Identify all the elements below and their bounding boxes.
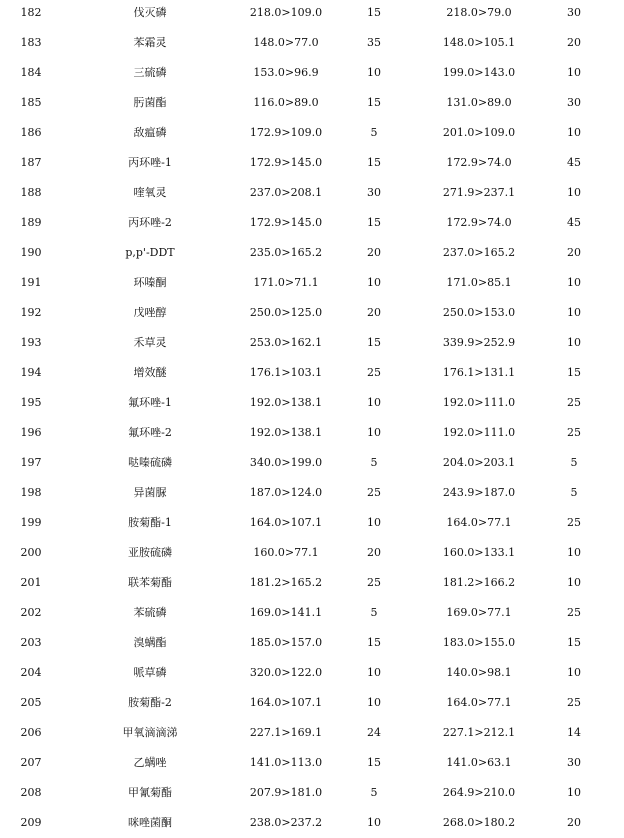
quant-ion-transition: 192.0>138.1: [249, 426, 323, 439]
qual-collision-energy: 25: [567, 396, 581, 409]
quant-collision-energy: 15: [367, 156, 381, 169]
qual-collision-energy: 45: [567, 216, 581, 229]
qual-ion-transition: 140.0>98.1: [446, 666, 512, 679]
quant-collision-energy: 20: [367, 546, 381, 559]
quant-ion-transition: 192.0>138.1: [249, 396, 323, 409]
quant-ion-transition: 207.9>181.0: [249, 786, 323, 799]
quant-ion-transition: 160.0>77.1: [253, 546, 319, 559]
compound-name: 哒嗪硫磷: [128, 456, 172, 469]
qual-ion-transition: 141.0>63.1: [446, 756, 512, 769]
qual-ion-transition: 172.9>74.0: [446, 216, 512, 229]
qual-ion-transition: 164.0>77.1: [446, 696, 512, 709]
compound-name: p,p'-DDT: [125, 246, 175, 259]
row-number: 207: [20, 756, 42, 769]
table-row: [0, 808, 624, 838]
quant-collision-energy: 5: [370, 606, 378, 619]
quant-collision-energy: 10: [367, 666, 381, 679]
table-row: [0, 358, 624, 388]
qual-collision-energy: 25: [567, 696, 581, 709]
qual-collision-energy: 14: [567, 726, 581, 739]
qual-ion-transition: 169.0>77.1: [446, 606, 512, 619]
quant-ion-transition: 116.0>89.0: [253, 96, 319, 109]
qual-collision-energy: 45: [567, 156, 581, 169]
quant-collision-energy: 25: [367, 366, 381, 379]
compound-name: 异菌脲: [133, 486, 167, 499]
row-number: 209: [20, 816, 42, 829]
quant-ion-transition: 320.0>122.0: [249, 666, 323, 679]
compound-name: 咪唑菌酮: [128, 816, 172, 829]
qual-collision-energy: 10: [567, 666, 581, 679]
qual-ion-transition: 201.0>109.0: [442, 126, 516, 139]
qual-ion-transition: 237.0>165.2: [442, 246, 516, 259]
table-row: [0, 388, 624, 418]
qual-collision-energy: 25: [567, 426, 581, 439]
quant-ion-transition: 141.0>113.0: [249, 756, 323, 769]
compound-name: 溴螨酯: [133, 636, 167, 649]
qual-collision-energy: 25: [567, 516, 581, 529]
row-number: 206: [20, 726, 42, 739]
quant-ion-transition: 235.0>165.2: [249, 246, 323, 259]
quant-ion-transition: 164.0>107.1: [249, 516, 323, 529]
compound-name: 丙环唑-1: [128, 156, 172, 169]
table-row: [0, 298, 624, 328]
quant-ion-transition: 185.0>157.0: [249, 636, 323, 649]
qual-ion-transition: 218.0>79.0: [446, 6, 512, 19]
quant-ion-transition: 164.0>107.1: [249, 696, 323, 709]
qual-ion-transition: 271.9>237.1: [442, 186, 516, 199]
quant-collision-energy: 15: [367, 96, 381, 109]
qual-collision-energy: 10: [567, 546, 581, 559]
quant-ion-transition: 172.9>145.0: [249, 156, 323, 169]
table-row: [0, 178, 624, 208]
quant-ion-transition: 237.0>208.1: [249, 186, 323, 199]
quant-ion-transition: 172.9>145.0: [249, 216, 323, 229]
compound-name: 氟环唑-1: [128, 396, 172, 409]
qual-ion-transition: 160.0>133.1: [442, 546, 516, 559]
compound-name: 增效醚: [133, 366, 167, 379]
compound-name: 环嗪酮: [133, 276, 167, 289]
qual-collision-energy: 15: [567, 636, 581, 649]
quant-collision-energy: 5: [370, 786, 378, 799]
quant-collision-energy: 15: [367, 636, 381, 649]
qual-ion-transition: 131.0>89.0: [446, 96, 512, 109]
table-row: [0, 418, 624, 448]
quant-collision-energy: 25: [367, 486, 381, 499]
quant-collision-energy: 15: [367, 6, 381, 19]
quant-ion-transition: 172.9>109.0: [249, 126, 323, 139]
table-row: [0, 238, 624, 268]
qual-ion-transition: 172.9>74.0: [446, 156, 512, 169]
table-row: [0, 538, 624, 568]
row-number: 195: [20, 396, 42, 409]
row-number: 190: [20, 246, 42, 259]
qual-collision-energy: 10: [567, 276, 581, 289]
row-number: 191: [20, 276, 42, 289]
qual-collision-energy: 5: [570, 456, 578, 469]
row-number: 183: [20, 36, 42, 49]
qual-ion-transition: 268.0>180.2: [442, 816, 516, 829]
quant-collision-energy: 24: [367, 726, 381, 739]
quant-collision-energy: 10: [367, 696, 381, 709]
qual-collision-energy: 10: [567, 126, 581, 139]
qual-ion-transition: 171.0>85.1: [446, 276, 512, 289]
qual-ion-transition: 164.0>77.1: [446, 516, 512, 529]
compound-name: 氟环唑-2: [128, 426, 172, 439]
qual-collision-energy: 10: [567, 186, 581, 199]
row-number: 198: [20, 486, 42, 499]
row-number: 208: [20, 786, 42, 799]
qual-collision-energy: 10: [567, 336, 581, 349]
quant-ion-transition: 250.0>125.0: [249, 306, 323, 319]
quant-collision-energy: 25: [367, 576, 381, 589]
quant-collision-energy: 15: [367, 216, 381, 229]
qual-collision-energy: 5: [570, 486, 578, 499]
quant-ion-transition: 227.1>169.1: [249, 726, 323, 739]
row-number: 205: [20, 696, 42, 709]
qual-ion-transition: 176.1>131.1: [442, 366, 516, 379]
compound-name: 敌瘟磷: [133, 126, 167, 139]
quant-collision-energy: 10: [367, 816, 381, 829]
table-row: [0, 448, 624, 478]
compound-name: 喹氧灵: [133, 186, 167, 199]
qual-collision-energy: 30: [567, 96, 581, 109]
quant-ion-transition: 171.0>71.1: [253, 276, 319, 289]
table-row: [0, 658, 624, 688]
table-row: [0, 508, 624, 538]
quant-collision-energy: 20: [367, 246, 381, 259]
quant-ion-transition: 169.0>141.1: [249, 606, 323, 619]
qual-ion-transition: 227.1>212.1: [442, 726, 516, 739]
compound-name: 乙螨唑: [133, 756, 167, 769]
quant-ion-transition: 238.0>237.2: [249, 816, 323, 829]
table-row: [0, 748, 624, 778]
quant-collision-energy: 15: [367, 756, 381, 769]
table-row: [0, 598, 624, 628]
quant-ion-transition: 253.0>162.1: [249, 336, 323, 349]
qual-collision-energy: 10: [567, 576, 581, 589]
qual-ion-transition: 264.9>210.0: [442, 786, 516, 799]
table-row: [0, 628, 624, 658]
compound-name: 哌草磷: [133, 666, 167, 679]
table-row: [0, 0, 624, 28]
row-number: 187: [20, 156, 42, 169]
quant-collision-energy: 20: [367, 306, 381, 319]
row-number: 202: [20, 606, 42, 619]
table-row: [0, 328, 624, 358]
qual-ion-transition: 192.0>111.0: [442, 396, 516, 409]
qual-ion-transition: 181.2>166.2: [442, 576, 516, 589]
qual-ion-transition: 148.0>105.1: [442, 36, 516, 49]
compound-name: 联苯菊酯: [128, 576, 172, 589]
compound-name: 丙环唑-2: [128, 216, 172, 229]
qual-collision-energy: 20: [567, 246, 581, 259]
row-number: 193: [20, 336, 42, 349]
quant-collision-energy: 10: [367, 396, 381, 409]
quant-collision-energy: 5: [370, 126, 378, 139]
compound-name: 亚胺硫磷: [128, 546, 172, 559]
quant-collision-energy: 5: [370, 456, 378, 469]
qual-collision-energy: 20: [567, 816, 581, 829]
table-row: [0, 688, 624, 718]
row-number: 196: [20, 426, 42, 439]
table-row: [0, 478, 624, 508]
quant-collision-energy: 35: [367, 36, 381, 49]
quant-collision-energy: 10: [367, 516, 381, 529]
table-row: [0, 118, 624, 148]
quant-collision-energy: 30: [367, 186, 381, 199]
quant-ion-transition: 176.1>103.1: [249, 366, 323, 379]
compound-name: 戊唑醇: [133, 306, 167, 319]
row-number: 199: [20, 516, 42, 529]
qual-collision-energy: 30: [567, 6, 581, 19]
qual-ion-transition: 204.0>203.1: [442, 456, 516, 469]
row-number: 182: [20, 6, 42, 19]
compound-name: 禾草灵: [133, 336, 167, 349]
quant-ion-transition: 187.0>124.0: [249, 486, 323, 499]
qual-collision-energy: 30: [567, 756, 581, 769]
quant-collision-energy: 10: [367, 66, 381, 79]
table-row: [0, 568, 624, 598]
row-number: 189: [20, 216, 42, 229]
compound-name: 甲氰菊酯: [128, 786, 172, 799]
quant-collision-energy: 10: [367, 276, 381, 289]
qual-ion-transition: 192.0>111.0: [442, 426, 516, 439]
quant-collision-energy: 15: [367, 336, 381, 349]
compound-name: 伐灭磷: [133, 6, 167, 19]
table-row: [0, 88, 624, 118]
qual-collision-energy: 10: [567, 306, 581, 319]
qual-ion-transition: 250.0>153.0: [442, 306, 516, 319]
qual-collision-energy: 15: [567, 366, 581, 379]
row-number: 188: [20, 186, 42, 199]
qual-ion-transition: 339.9>252.9: [442, 336, 516, 349]
qual-ion-transition: 243.9>187.0: [442, 486, 516, 499]
qual-ion-transition: 183.0>155.0: [442, 636, 516, 649]
row-number: 203: [20, 636, 42, 649]
table-row: [0, 718, 624, 748]
qual-collision-energy: 10: [567, 786, 581, 799]
row-number: 204: [20, 666, 42, 679]
compound-name: 肟菌酯: [133, 96, 167, 109]
compound-name: 苯硫磷: [133, 606, 167, 619]
row-number: 200: [20, 546, 42, 559]
quant-ion-transition: 218.0>109.0: [249, 6, 323, 19]
table-row: [0, 268, 624, 298]
compound-name: 苯霜灵: [133, 36, 167, 49]
table-row: [0, 778, 624, 808]
row-number: 192: [20, 306, 42, 319]
compound-name: 胺菊酯-2: [128, 696, 172, 709]
row-number: 186: [20, 126, 42, 139]
qual-collision-energy: 10: [567, 66, 581, 79]
quant-collision-energy: 10: [367, 426, 381, 439]
quant-ion-transition: 181.2>165.2: [249, 576, 323, 589]
table-row: [0, 208, 624, 238]
quant-ion-transition: 148.0>77.0: [253, 36, 319, 49]
qual-ion-transition: 199.0>143.0: [442, 66, 516, 79]
compound-name: 三硫磷: [133, 66, 167, 79]
row-number: 194: [20, 366, 42, 379]
qual-collision-energy: 20: [567, 36, 581, 49]
qual-collision-energy: 25: [567, 606, 581, 619]
table-row: [0, 148, 624, 178]
compound-name: 胺菊酯-1: [128, 516, 172, 529]
row-number: 185: [20, 96, 42, 109]
table-row: [0, 58, 624, 88]
row-number: 197: [20, 456, 42, 469]
quant-ion-transition: 340.0>199.0: [249, 456, 323, 469]
row-number: 201: [20, 576, 42, 589]
table-row: [0, 28, 624, 58]
quant-ion-transition: 153.0>96.9: [253, 66, 319, 79]
compound-name: 甲氧滴滴涕: [122, 726, 178, 739]
row-number: 184: [20, 66, 42, 79]
